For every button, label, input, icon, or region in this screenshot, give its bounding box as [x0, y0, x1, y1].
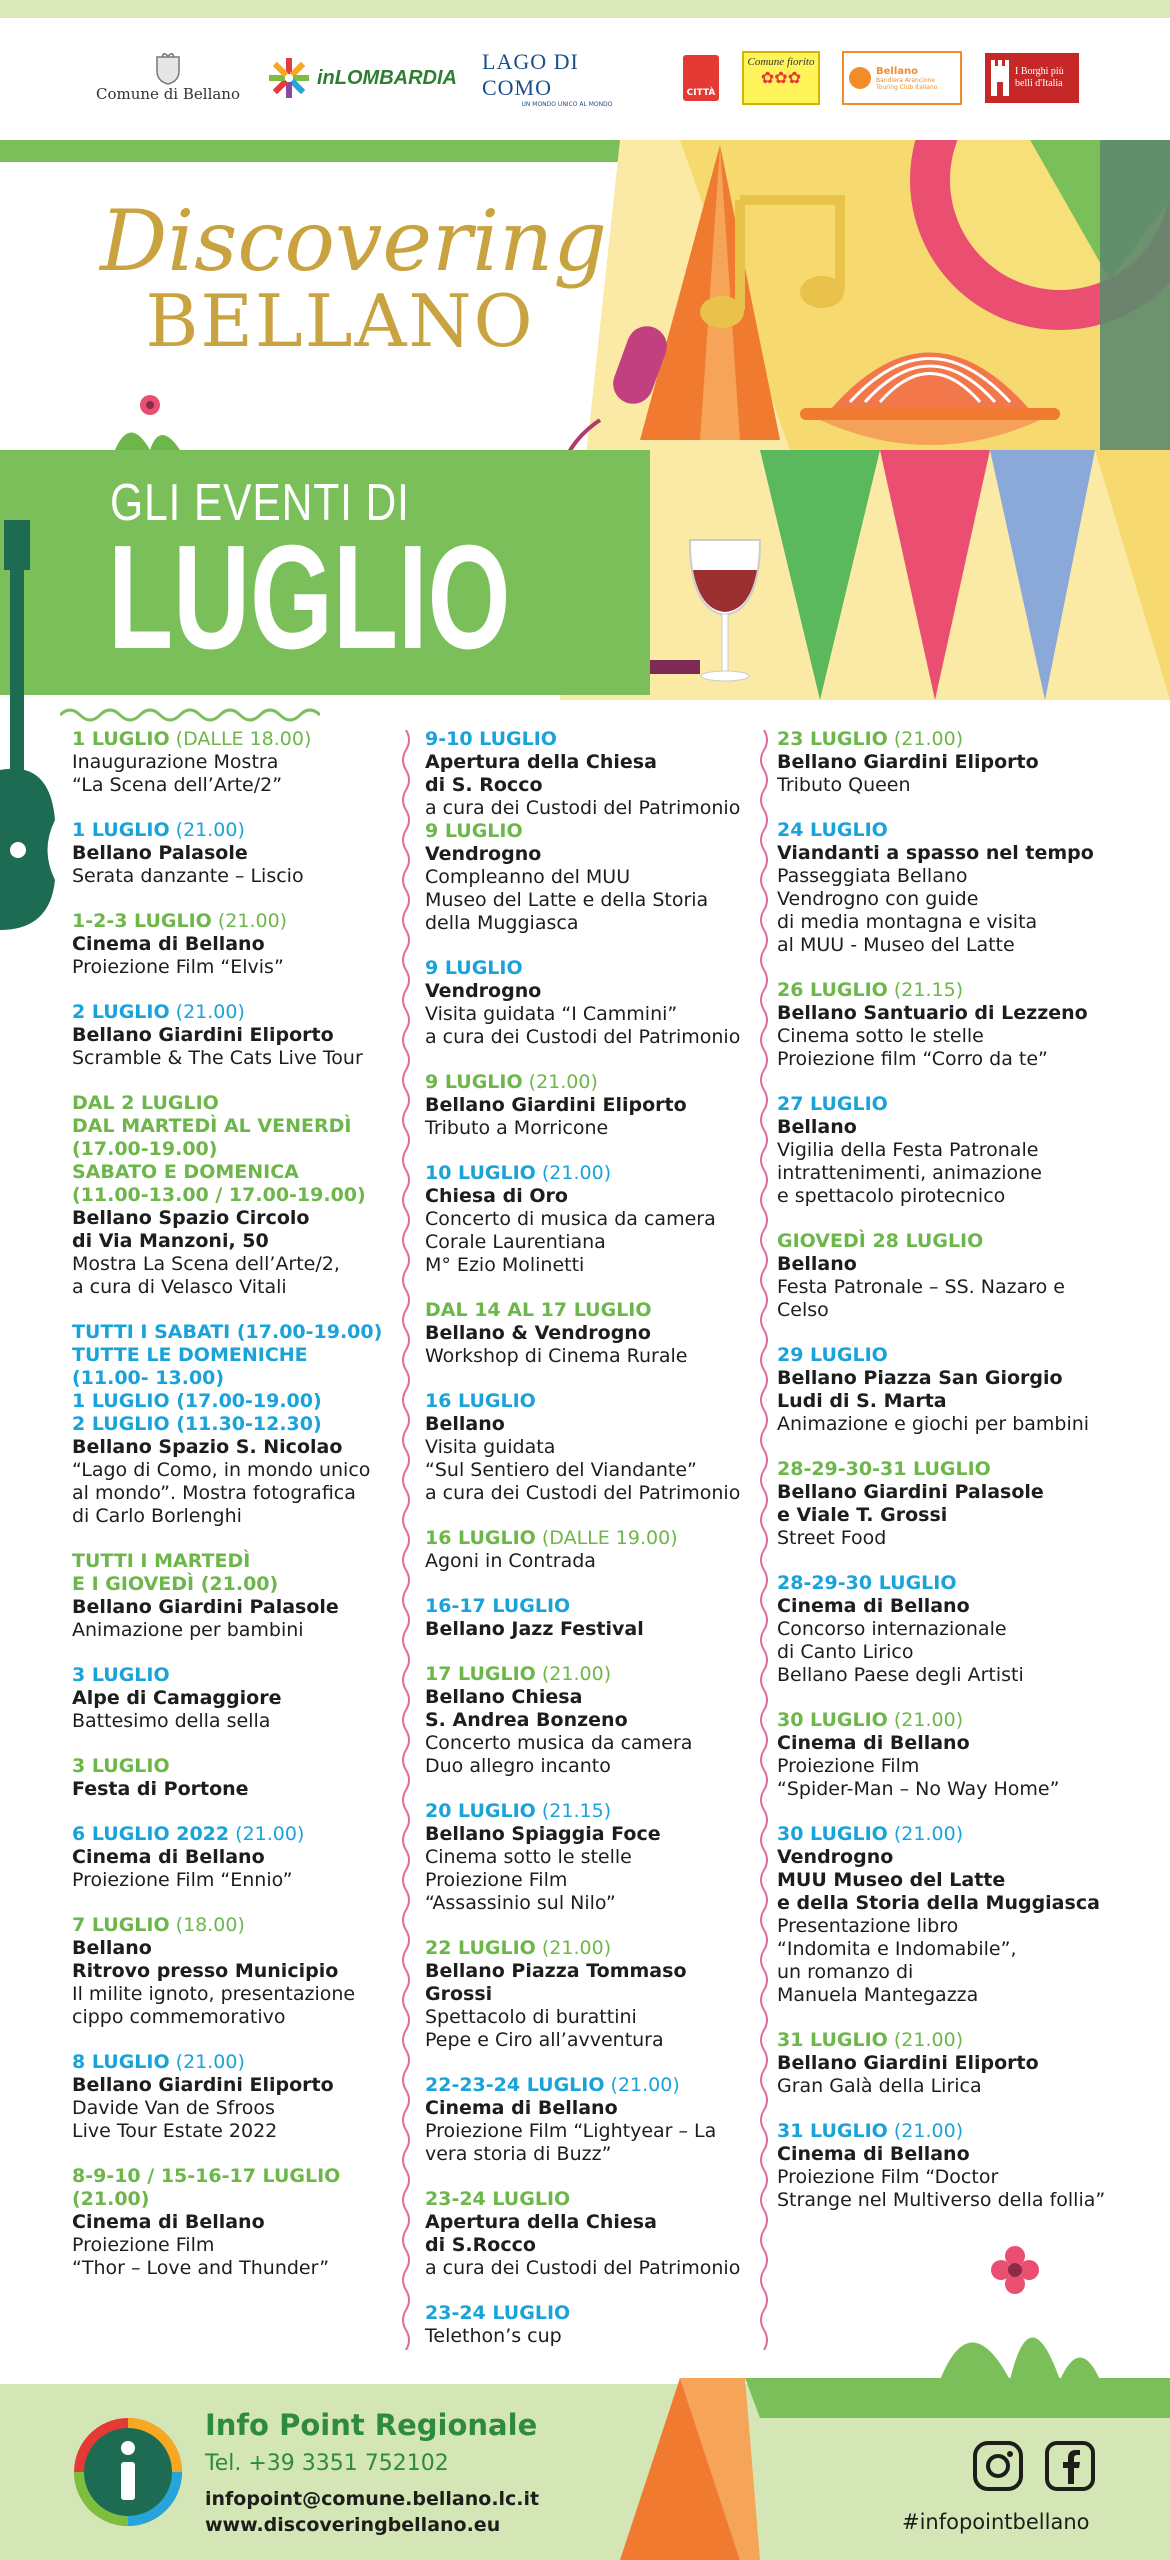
- event-description: Il milite ignoto, presentazione: [72, 1983, 356, 2005]
- event-item: [425, 2188, 755, 2280]
- bandiera-arancione-logo: [842, 48, 962, 108]
- event-description: “Spider-Man – No Way Home”: [777, 1778, 1060, 1800]
- event-description: della Muggiasca: [425, 912, 579, 934]
- citta-logo-text: CITTÀ: [686, 88, 716, 98]
- event-description: Duo allegro incanto: [425, 1755, 611, 1777]
- guitar-icon: [0, 520, 70, 940]
- event-description: Presentazione libro: [777, 1915, 959, 1937]
- event-description: a cura dei Custodi del Patrimonio: [425, 797, 741, 819]
- bandiera-logo-text: Bellano: [876, 65, 918, 77]
- event-description: “Sul Sentiero del Viandante”: [425, 1459, 697, 1481]
- footer-hashtag: #infopointbellano: [902, 2510, 1090, 2534]
- event-description: Proiezione Film “Elvis”: [72, 956, 284, 978]
- event-venue: Cinema di Bellano: [425, 2097, 618, 2119]
- event-schedule: (17.00-19.00): [72, 1138, 218, 1160]
- event-description: Proiezione Film “Ennio”: [72, 1869, 293, 1891]
- event-date: 31 LUGLIO (21.00): [777, 2029, 964, 2051]
- event-description: Celso: [777, 1299, 829, 1321]
- event-date: 30 LUGLIO (21.00): [777, 1823, 964, 1845]
- event-item: [777, 1093, 1117, 1208]
- borghi-logo: [984, 48, 1080, 108]
- event-venue: Vendrogno: [777, 1846, 894, 1868]
- event-description: di Carlo Borlenghi: [72, 1505, 242, 1527]
- lombardia-logo-text: inLOMBARDIA: [317, 66, 457, 89]
- event-venue: Cinema di Bellano: [72, 933, 265, 955]
- event-description: vera storia di Buzz”: [425, 2143, 612, 2165]
- event-schedule: TUTTE LE DOMENICHE: [72, 1344, 308, 1366]
- event-venue: Cinema di Bellano: [72, 1846, 265, 1868]
- footer-website[interactable]: www.discoveringbellano.eu: [205, 2514, 501, 2536]
- event-venue: Viandanti a spasso nel tempo: [777, 842, 1094, 864]
- event-venue: Bellano: [425, 1413, 505, 1435]
- event-description: Visita guidata “I Cammini”: [425, 1003, 678, 1025]
- event-description: Proiezione Film: [777, 1755, 920, 1777]
- logo-bar: [0, 18, 1170, 140]
- event-venue: Bellano Spiaggia Foce: [425, 1823, 661, 1845]
- event-description: e spettacolo pirotecnico: [777, 1185, 1006, 1207]
- event-description: “Lago di Como, in mondo unico: [72, 1459, 371, 1481]
- events-column-1: [72, 728, 392, 2302]
- event-date: 16 LUGLIO (DALLE 19.00): [425, 1527, 678, 1549]
- event-date: 24 LUGLIO: [777, 819, 888, 841]
- lago-di-como-logo: [482, 48, 652, 108]
- event-description: Animazione per bambini: [72, 1619, 304, 1641]
- brand-line1: Discovering: [100, 192, 607, 290]
- event-item: [425, 957, 755, 1049]
- footer-phone[interactable]: Tel. +39 3351 752102: [205, 2451, 449, 2476]
- event-item: [425, 2302, 755, 2348]
- bandiera-logo-subtext: Bandiera Arancione Touring Club Italiano: [876, 76, 938, 91]
- event-description: Battesimo della sella: [72, 1710, 271, 1732]
- event-venue: Cinema di Bellano: [777, 1595, 970, 1617]
- event-date: 23-24 LUGLIO: [425, 2302, 571, 2324]
- crest-icon: [153, 53, 183, 85]
- event-item: [777, 1230, 1117, 1322]
- lombardia-logo: [262, 48, 462, 108]
- event-item: [777, 979, 1117, 1071]
- event-item: [72, 1755, 392, 1801]
- event-item: [425, 1800, 755, 1915]
- event-description: Scramble & The Cats Live Tour: [72, 1047, 363, 1069]
- event-date: 16-17 LUGLIO: [425, 1595, 571, 1617]
- event-description: Proiezione Film “Doctor: [777, 2166, 999, 2188]
- event-venue: Bellano Giardini Eliporto: [72, 1024, 334, 1046]
- lombardia-star-icon: [267, 56, 311, 100]
- events-column-2: [425, 728, 755, 2370]
- event-date: 10 LUGLIO (21.00): [425, 1162, 612, 1184]
- top-strip: [0, 0, 1170, 18]
- event-item: [777, 819, 1117, 957]
- event-date: 20 LUGLIO (21.15): [425, 1800, 612, 1822]
- event-date: 31 LUGLIO (21.00): [777, 2120, 964, 2142]
- lago-logo-subtext: UN MONDO UNICO AL MONDO: [521, 100, 613, 108]
- tower-icon: [985, 58, 1015, 98]
- event-description: Compleanno del MUU: [425, 866, 631, 888]
- event-venue: Bellano Giardini Eliporto: [72, 2074, 334, 2096]
- event-date: 26 LUGLIO (21.15): [777, 979, 964, 1001]
- column-divider-2: [757, 730, 771, 2350]
- event-item: [72, 728, 392, 797]
- event-schedule: 2 LUGLIO (11.30-12.30): [72, 1413, 322, 1435]
- event-description: Corale Laurentiana: [425, 1231, 606, 1253]
- event-venue: Bellano Chiesa: [425, 1686, 583, 1708]
- event-venue: Bellano Giardini Palasole: [72, 1596, 339, 1618]
- event-item: [777, 728, 1117, 797]
- event-description: Concorso internazionale: [777, 1618, 1007, 1640]
- event-item: [72, 1823, 392, 1892]
- event-description: M° Ezio Molinetti: [425, 1254, 585, 1276]
- event-description: Serata danzante – Liscio: [72, 865, 304, 887]
- event-description: Cinema sotto le stelle: [777, 1025, 984, 1047]
- event-description: Vendrogno con guide: [777, 888, 979, 910]
- event-date: 1 LUGLIO (21.00): [72, 819, 245, 841]
- event-description: Proiezione Film: [425, 1869, 568, 1891]
- event-date: 1-2-3 LUGLIO (21.00): [72, 910, 288, 932]
- event-description: a cura dei Custodi del Patrimonio: [425, 2257, 741, 2279]
- brand-line2: BELLANO: [145, 279, 535, 363]
- event-venue: Ludi di S. Marta: [777, 1390, 947, 1412]
- citta-logo: [680, 48, 722, 108]
- event-venue: Vendrogno: [425, 843, 542, 865]
- event-item: [777, 1709, 1117, 1801]
- event-description: Workshop di Cinema Rurale: [425, 1345, 688, 1367]
- event-date: 1 LUGLIO (DALLE 18.00): [72, 728, 312, 750]
- event-description: al mondo”. Mostra fotografica: [72, 1482, 356, 1504]
- event-description: Passeggiata Bellano: [777, 865, 968, 887]
- brand-logo: [100, 192, 607, 363]
- footer: [0, 2378, 1170, 2560]
- hero-banner: [0, 140, 1170, 700]
- comune-fiorito-text: Comune fiorito: [747, 56, 815, 68]
- event-description: Gran Galà della Lirica: [777, 2075, 982, 2097]
- event-date: 9 LUGLIO (21.00): [425, 1071, 598, 1093]
- footer-title: Info Point Regionale: [205, 2408, 538, 2442]
- event-description: Telethon’s cup: [425, 2325, 562, 2347]
- footer-email[interactable]: infopoint@comune.bellano.lc.it: [205, 2488, 540, 2510]
- column-divider-1: [399, 730, 413, 2350]
- events-column-3: [777, 728, 1117, 2234]
- event-item: [425, 1527, 755, 1573]
- event-date: DAL 14 AL 17 LUGLIO: [425, 1299, 652, 1321]
- event-description: “Assassinio sul Nilo”: [425, 1892, 616, 1914]
- event-item: [425, 1299, 755, 1368]
- event-description: Tributo Queen: [777, 774, 911, 796]
- event-description: Tributo a Morricone: [425, 1117, 609, 1139]
- event-item: [777, 1572, 1117, 1687]
- event-date: 8-9-10 / 15-16-17 LUGLIO: [72, 2165, 341, 2187]
- event-venue: Bellano Giardini Eliporto: [425, 1094, 687, 1116]
- event-date: 9 LUGLIO: [425, 957, 523, 979]
- event-venue: Bellano & Vendrogno: [425, 1322, 651, 1344]
- event-description: “Thor – Love and Thunder”: [72, 2257, 330, 2279]
- event-description: Proiezione Film: [72, 2234, 215, 2256]
- instagram-icon[interactable]: [972, 2440, 1024, 2496]
- event-venue: Bellano Palasole: [72, 842, 248, 864]
- event-description: Bellano Paese degli Artisti: [777, 1664, 1024, 1686]
- event-date: 27 LUGLIO: [777, 1093, 888, 1115]
- event-venue: Bellano Giardini Palasole: [777, 1481, 1044, 1503]
- event-date: 17 LUGLIO (21.00): [425, 1663, 612, 1685]
- event-item: [425, 1663, 755, 1778]
- lago-logo-text: LAGO DI COMO: [482, 48, 579, 100]
- event-venue: Bellano Spazio S. Nicolao: [72, 1436, 343, 1458]
- hero-month: LUGLIO: [108, 515, 511, 680]
- event-description: Museo del Latte e della Storia: [425, 889, 709, 911]
- event-venue: Bellano: [777, 1116, 857, 1138]
- event-venue: di Via Manzoni, 50: [72, 1230, 269, 1252]
- event-venue: S. Andrea Bonzeno: [425, 1709, 628, 1731]
- event-date: 30 LUGLIO (21.00): [777, 1709, 964, 1731]
- event-description: intrattenimenti, animazione: [777, 1162, 1042, 1184]
- event-item: [425, 820, 755, 935]
- event-date: DAL 2 LUGLIO: [72, 1092, 219, 1114]
- event-venue: Apertura della Chiesa: [425, 2211, 657, 2233]
- event-venue: Apertura della Chiesa: [425, 751, 657, 773]
- event-schedule: DAL MARTEDÌ AL VENERDÌ: [72, 1115, 352, 1137]
- event-date: 23 LUGLIO (21.00): [777, 728, 964, 750]
- event-description: di media montagna e visita: [777, 911, 1038, 933]
- event-item: [72, 1092, 392, 1299]
- event-item: [777, 1823, 1117, 2007]
- event-date: GIOVEDÌ 28 LUGLIO: [777, 1230, 984, 1252]
- borghi-logo-text: I Borghi più belli d'Italia: [1015, 66, 1064, 89]
- event-venue: MUU Museo del Latte: [777, 1869, 1006, 1891]
- event-description: a cura di Velasco Vitali: [72, 1276, 287, 1298]
- event-venue: Bellano: [72, 1937, 152, 1959]
- flower-icon: [115, 395, 180, 450]
- event-description: a cura dei Custodi del Patrimonio: [425, 1482, 741, 1504]
- event-venue: Alpe di Camaggiore: [72, 1687, 282, 1709]
- event-venue: Cinema di Bellano: [777, 1732, 970, 1754]
- event-item: [72, 910, 392, 979]
- event-date: 6 LUGLIO 2022 (21.00): [72, 1823, 305, 1845]
- event-item: [72, 1914, 392, 2029]
- event-venue: Bellano Piazza Tommaso Grossi: [425, 1960, 687, 2005]
- event-description: di Canto Lirico: [777, 1641, 914, 1663]
- event-item: [425, 1937, 755, 2052]
- event-schedule: SABATO E DOMENICA: [72, 1161, 299, 1183]
- event-item: [777, 2120, 1117, 2212]
- event-description: Pepe e Ciro all’avventura: [425, 2029, 664, 2051]
- event-item: [425, 728, 755, 820]
- event-description: Concerto di musica da camera: [425, 1208, 716, 1230]
- info-icon: [72, 2416, 184, 2528]
- event-description: Visita guidata: [425, 1436, 556, 1458]
- event-description: Vigilia della Festa Patronale: [777, 1139, 1039, 1161]
- event-item: [777, 1344, 1117, 1436]
- event-schedule: (11.00- 13.00): [72, 1367, 225, 1389]
- event-venue: Vendrogno: [425, 980, 542, 1002]
- event-venue: Bellano Santuario di Lezzeno: [777, 1002, 1088, 1024]
- event-item: [425, 1595, 755, 1641]
- event-item: [72, 819, 392, 888]
- event-item: [425, 1071, 755, 1140]
- event-date: 3 LUGLIO: [72, 1755, 170, 1777]
- comune-logo-text: Comune di Bellano: [96, 85, 240, 103]
- event-venue: e della Storia della Muggiasca: [777, 1892, 1100, 1914]
- event-description: Inaugurazione Mostra: [72, 751, 279, 773]
- event-date: 9 LUGLIO: [425, 820, 523, 842]
- divider-squiggle: [60, 700, 320, 730]
- event-description: Manuela Mantegazza: [777, 1984, 979, 2006]
- event-description: Festa Patronale – SS. Nazaro e: [777, 1276, 1065, 1298]
- event-description: Davide Van de Sfroos: [72, 2097, 275, 2119]
- bandiera-icon: [849, 67, 871, 89]
- event-item: [72, 1321, 392, 1528]
- event-date: TUTTI I MARTEDÌ: [72, 1550, 251, 1572]
- event-venue: Cinema di Bellano: [777, 2143, 970, 2165]
- event-date: 22-23-24 LUGLIO (21.00): [425, 2074, 680, 2096]
- event-description: Live Tour Estate 2022: [72, 2120, 278, 2142]
- event-item: [425, 2074, 755, 2166]
- event-description: “La Scena dell’Arte/2”: [72, 774, 283, 796]
- event-schedule: 1 LUGLIO (17.00-19.00): [72, 1390, 322, 1412]
- event-date: 9-10 LUGLIO: [425, 728, 557, 750]
- event-date: TUTTI I SABATI (17.00-19.00): [72, 1321, 383, 1343]
- event-description: Street Food: [777, 1527, 887, 1549]
- event-venue: e Viale T. Grossi: [777, 1504, 948, 1526]
- facebook-icon[interactable]: [1044, 2440, 1096, 2496]
- event-item: [72, 2165, 392, 2280]
- event-date: 7 LUGLIO (18.00): [72, 1914, 245, 1936]
- event-schedule: (21.00): [72, 2188, 150, 2210]
- event-item: [72, 1664, 392, 1733]
- event-description: cippo commemorativo: [72, 2006, 286, 2028]
- hero-subtitle: GLI EVENTI DI: [110, 474, 410, 532]
- event-venue: Cinema di Bellano: [72, 2211, 265, 2233]
- event-description: Strange nel Multiverso della follia”: [777, 2189, 1106, 2211]
- event-description: Proiezione Film “Lightyear – La: [425, 2120, 717, 2142]
- event-venue: Bellano Spazio Circolo: [72, 1207, 310, 1229]
- event-venue: Ritrovo presso Municipio: [72, 1960, 339, 1982]
- event-description: Proiezione film “Corro da te”: [777, 1048, 1048, 1070]
- event-description: Concerto musica da camera: [425, 1732, 693, 1754]
- event-item: [72, 1001, 392, 1070]
- event-date: 29 LUGLIO: [777, 1344, 888, 1366]
- event-venue: Bellano Giardini Eliporto: [777, 2052, 1039, 2074]
- event-date: 8 LUGLIO (21.00): [72, 2051, 245, 2073]
- event-description: Agoni in Contrada: [425, 1550, 596, 1572]
- event-description: Spettacolo di burattini: [425, 2006, 637, 2028]
- event-date: 3 LUGLIO: [72, 1664, 170, 1686]
- event-venue: Chiesa di Oro: [425, 1185, 568, 1207]
- event-description: Animazione e giochi per bambini: [777, 1413, 1090, 1435]
- event-item: [72, 1550, 392, 1642]
- event-date: 22 LUGLIO (21.00): [425, 1937, 612, 1959]
- event-item: [425, 1162, 755, 1277]
- event-description: Cinema sotto le stelle: [425, 1846, 632, 1868]
- event-venue: di S.Rocco: [425, 2234, 536, 2256]
- event-schedule: E I GIOVEDÌ (21.00): [72, 1573, 279, 1595]
- event-description: un romanzo di: [777, 1961, 914, 1983]
- event-item: [777, 1458, 1117, 1550]
- event-date: 16 LUGLIO: [425, 1390, 536, 1412]
- event-venue: di S. Rocco: [425, 774, 543, 796]
- comune-fiorito-logo: Comune fiorito ✿✿✿: [742, 48, 820, 108]
- event-description: “Indomita e Indomabile”,: [777, 1938, 1017, 1960]
- event-venue: Bellano Giardini Eliporto: [777, 751, 1039, 773]
- event-description: Mostra La Scena dell’Arte/2,: [72, 1253, 340, 1275]
- event-schedule: (11.00-13.00 / 17.00-19.00): [72, 1184, 366, 1206]
- event-date: 28-29-30-31 LUGLIO: [777, 1458, 991, 1480]
- event-item: [777, 2029, 1117, 2098]
- event-date: 28-29-30 LUGLIO: [777, 1572, 957, 1594]
- event-venue: Festa di Portone: [72, 1778, 249, 1800]
- event-venue: Bellano: [777, 1253, 857, 1275]
- flower-decoration-icon: [930, 2245, 1100, 2380]
- event-item: [425, 1390, 755, 1505]
- event-venue: Bellano Piazza San Giorgio: [777, 1367, 1063, 1389]
- comune-logo: [88, 48, 248, 108]
- event-description: al MUU - Museo del Latte: [777, 934, 1015, 956]
- event-date: 23-24 LUGLIO: [425, 2188, 571, 2210]
- event-venue: Bellano Jazz Festival: [425, 1618, 644, 1640]
- event-description: a cura dei Custodi del Patrimonio: [425, 1026, 741, 1048]
- event-item: [72, 2051, 392, 2143]
- event-date: 2 LUGLIO (21.00): [72, 1001, 245, 1023]
